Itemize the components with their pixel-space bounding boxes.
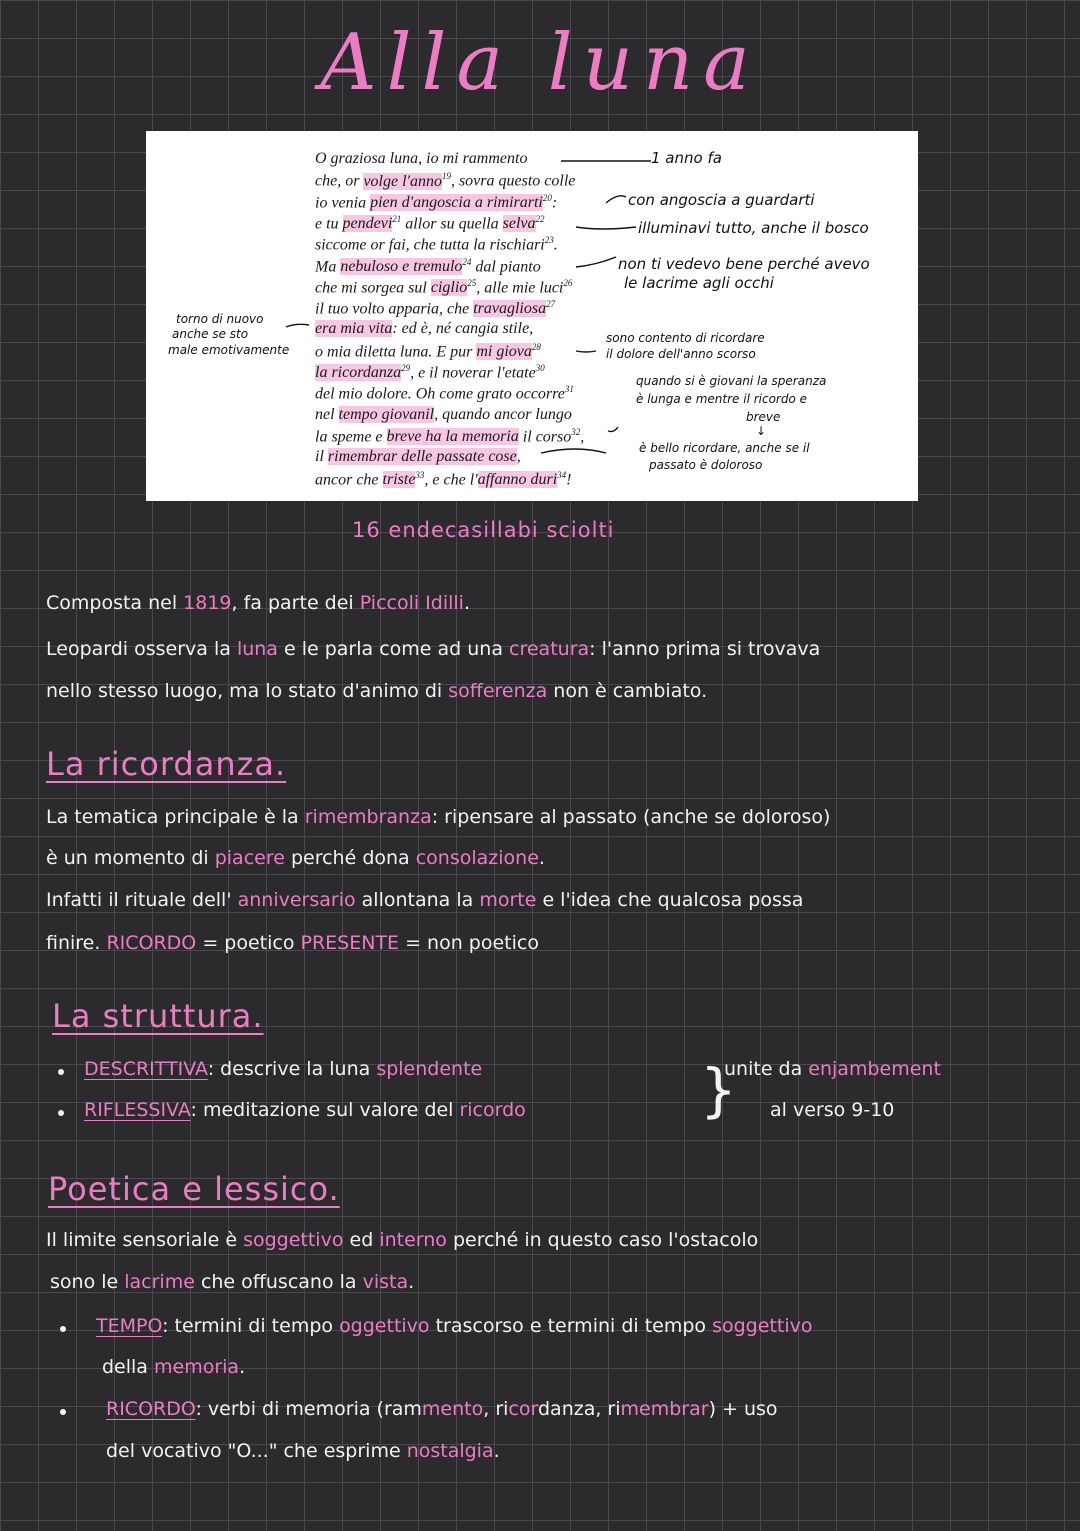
text-run: .: [493, 1440, 500, 1462]
text-run: DESCRITTIVA: [84, 1058, 208, 1080]
text-run: soggettivo: [712, 1315, 813, 1337]
text-run: .: [463, 592, 471, 614]
highlighted-phrase: la ricordanza: [315, 364, 402, 382]
text-run: Composta nel: [46, 592, 184, 614]
footnote-number: 29: [401, 363, 411, 373]
poem-text-run: , alle mie luci: [476, 279, 564, 297]
text-run: piacere: [214, 847, 285, 869]
poem-text-run: , sovra questo colle: [450, 172, 576, 190]
page-title: Alla luna: [320, 18, 760, 108]
poem-text-run: del mio dolore. Oh come grato occorre: [315, 385, 565, 403]
poem-text-run: nel: [315, 405, 339, 423]
highlighted-phrase: ciglio: [430, 279, 468, 297]
text-run: e l'idea che qualcosa possa: [536, 889, 804, 911]
text-run: : verbi di memoria (ram: [195, 1398, 422, 1420]
text-run: Il limite sensoriale è: [46, 1229, 244, 1251]
section-heading-ricordanza: La ricordanza.: [46, 745, 287, 783]
arrow-angoscia: [606, 196, 626, 203]
footnote-number: 31: [564, 384, 574, 395]
note-speranza-3: breve: [746, 410, 781, 424]
text-run: : descrive la luna: [207, 1058, 377, 1080]
bullet-icon: [60, 1326, 66, 1332]
text-run: La tematica principale è la: [46, 806, 305, 828]
poem-text-run: o mia diletta luna. E pur: [315, 343, 477, 361]
poem-text-run: : ed è, né cangia stile,: [392, 320, 534, 338]
poem-text-run: io venia: [315, 193, 371, 211]
section-heading-struttura: La struttura.: [52, 997, 264, 1035]
footnote-number: 32: [571, 426, 581, 437]
footnote-number: 33: [415, 469, 425, 480]
ricordanza-line-4: [46, 932, 539, 954]
text-run: = poetico: [196, 932, 301, 954]
text-run: al verso 9-10: [770, 1099, 895, 1121]
text-run: .: [239, 1356, 246, 1378]
poem-text-run: dal pianto: [471, 257, 541, 275]
arrow-torno: [286, 324, 309, 327]
intro-line-2: [46, 638, 820, 660]
highlighted-phrase: breve ha la memoria: [386, 428, 519, 446]
section-heading-poetica: Poetica e lessico.: [48, 1170, 340, 1208]
poem-text-run: .: [553, 236, 558, 254]
poem-text-run: e tu: [315, 215, 343, 233]
poetica-line-2: [50, 1271, 414, 1293]
highlighted-phrase: travagliosa: [473, 300, 547, 318]
text-run: ricordo: [459, 1099, 526, 1121]
arrow-contento: [576, 351, 596, 352]
note-contento-2: il dolore dell'anno scorso: [606, 347, 756, 361]
text-run: .: [408, 1271, 415, 1293]
highlighted-phrase: rimembrar delle passate cose: [327, 448, 517, 466]
text-run: creatura: [509, 638, 590, 660]
poem-text-run: ,: [580, 428, 585, 446]
note-bello-2: passato è doloroso: [649, 458, 763, 472]
struttura-bullet-riflessiva: [84, 1099, 526, 1121]
poem-text-run: O graziosa luna, io mi rammento: [315, 150, 528, 167]
text-run: rimembranza: [304, 806, 432, 828]
arrow-vedevo: [576, 257, 616, 267]
footnote-number: 26: [563, 277, 573, 288]
text-run: Piccoli Idilli: [359, 592, 464, 614]
poem-text-run: , e il noverar l'etate: [410, 364, 536, 382]
footnote-number: 24: [462, 256, 472, 267]
bullet-icon: [58, 1069, 64, 1075]
ricordanza-line-1: [46, 806, 830, 828]
text-run: sono le: [50, 1271, 125, 1293]
poem-text-run: , quando ancor lungo: [434, 405, 572, 423]
footnote-number: 22: [535, 213, 545, 224]
footnote-number: 34: [557, 469, 567, 480]
text-run: Infatti il rituale dell': [46, 889, 238, 911]
text-run: luna: [236, 638, 278, 660]
text-run: = non poetico: [399, 932, 539, 954]
ricordanza-line-3: [46, 889, 803, 911]
note-anno: 1 anno fa: [651, 149, 722, 167]
poem-text-run: ,: [516, 448, 521, 466]
poetica-bullet-tempo-2: [102, 1356, 245, 1378]
poem-text-run: il tuo volto apparia, che: [315, 300, 474, 318]
poem-text-run: !: [566, 470, 572, 488]
text-run: ) + uso: [708, 1398, 778, 1420]
poetica-line-1: [46, 1229, 758, 1251]
arrow-rimembrar: [541, 449, 606, 453]
text-run: .: [538, 847, 545, 869]
footnote-number: 27: [546, 299, 556, 310]
footnote-number: 20: [542, 192, 552, 203]
poem-text-run: , e che l': [424, 470, 478, 488]
text-run: finire.: [46, 932, 107, 954]
text-run: RIFLESSIVA: [84, 1099, 191, 1121]
highlighted-phrase: volge l'anno: [363, 172, 442, 190]
text-run: memoria: [154, 1356, 240, 1378]
intro-line-3: [46, 680, 707, 702]
poetica-bullet-ricordo-1: [106, 1398, 778, 1420]
text-run: è un momento di: [46, 847, 215, 869]
text-run: 1819: [183, 592, 232, 614]
struttura-side-2: [770, 1099, 894, 1121]
note-bello-1: è bello ricordare, anche se il: [639, 441, 810, 455]
text-run: vista: [362, 1271, 409, 1293]
text-run: anniversario: [237, 889, 356, 911]
text-run: soggettivo: [243, 1229, 344, 1251]
text-run: trascorso e termini di tempo: [429, 1315, 713, 1337]
text-run: membrar: [620, 1398, 709, 1420]
text-run: della: [102, 1356, 154, 1378]
text-run: morte: [479, 889, 537, 911]
text-run: del vocativo "O..." che esprime: [106, 1440, 407, 1462]
poem-text-run: che, or: [315, 172, 364, 190]
text-run: sofferenza: [448, 680, 548, 702]
text-run: non è cambiato.: [547, 680, 708, 702]
text-run: enjambement: [808, 1058, 941, 1080]
poem-text-run: la speme e: [315, 428, 387, 446]
text-run: nostalgia: [406, 1440, 494, 1462]
highlighted-phrase: tempo giovanil: [338, 405, 435, 423]
highlighted-phrase: selva: [502, 215, 536, 233]
bullet-icon: [58, 1110, 64, 1116]
text-run: PRESENTE: [300, 932, 400, 954]
text-run: danza, ri: [537, 1398, 621, 1420]
poem-text-run: allor su quella: [401, 215, 503, 233]
intro-line-1: [46, 592, 470, 614]
text-run: perché dona: [284, 847, 416, 869]
text-run: : meditazione sul valore del: [190, 1099, 460, 1121]
poem-text-run: il: [315, 448, 328, 466]
text-run: ed: [343, 1229, 380, 1251]
text-run: , fa parte dei: [231, 592, 360, 614]
text-run: mento: [421, 1398, 484, 1420]
poetica-bullet-tempo-1: [96, 1315, 812, 1337]
poem-text-run: Ma: [315, 257, 341, 275]
text-run: Leopardi osserva la: [46, 638, 237, 660]
text-run: : termini di tempo: [162, 1315, 340, 1337]
text-run: interno: [379, 1229, 447, 1251]
footnote-number: 25: [467, 277, 477, 288]
text-run: TEMPO: [96, 1315, 163, 1337]
footnote-number: 21: [392, 213, 402, 224]
highlighted-phrase: era mia vita: [315, 320, 393, 338]
note-angoscia: con angoscia a guardarti: [628, 191, 815, 209]
footnote-number: 23: [544, 235, 554, 246]
text-run: : ripensare al passato (anche se doloroso): [431, 806, 831, 828]
highlighted-phrase: triste: [382, 470, 416, 488]
note-vedevo-2: le lacrime agli occhi: [624, 274, 774, 292]
text-run: lacrime: [124, 1271, 195, 1293]
text-run: consolazione: [415, 847, 539, 869]
brace-icon: }: [700, 1056, 737, 1124]
text-run: perché in questo caso l'ostacolo: [446, 1229, 759, 1251]
note-torno-3: male emotivamente: [168, 343, 290, 357]
meter-label: 16 endecasillabi sciolti: [352, 518, 615, 542]
poem-text-run: siccome or fai, che tutta la rischiari: [315, 236, 545, 254]
text-run: cor: [508, 1398, 538, 1420]
highlighted-phrase: mi giova: [476, 343, 532, 361]
text-run: RICORDO: [106, 1398, 196, 1420]
text-run: allontana la: [355, 889, 480, 911]
poetica-bullet-ricordo-2: [106, 1440, 500, 1462]
highlighted-phrase: pendevi: [342, 215, 393, 233]
note-contento-1: sono contento di ricordare: [606, 331, 765, 345]
arrow-speranza: [608, 427, 618, 432]
arrow-illuminavi: [576, 227, 636, 229]
note-speranza-2: è lunga e mentre il ricordo e: [636, 392, 808, 406]
text-run: oggettivo: [339, 1315, 430, 1337]
footnote-number: 19: [441, 171, 451, 182]
note-illuminavi: illuminavi tutto, anche il bosco: [638, 219, 869, 237]
note-vedevo-1: non ti vedevo bene perché avevo: [618, 255, 870, 273]
struttura-bullet-descrittiva: [84, 1058, 482, 1080]
text-run: : l'anno prima si trovava: [589, 638, 821, 660]
note-torno-2: anche se sto: [172, 327, 249, 341]
note-speranza-1: quando si è giovani la speranza: [636, 374, 827, 388]
poem-text-run: che mi sorgea sul: [315, 279, 431, 297]
footnote-number: 28: [531, 341, 541, 352]
note-torno-1: torno di nuovo: [176, 312, 264, 326]
down-arrow-icon: ↓: [756, 424, 767, 438]
struttura-side-1: [724, 1058, 941, 1080]
poem-text-run: :: [551, 193, 558, 211]
highlighted-phrase: affanno duri: [477, 470, 558, 488]
text-run: RICORDO: [106, 932, 197, 954]
text-run: e le parla come ad una: [277, 638, 510, 660]
text-run: splendente: [376, 1058, 483, 1080]
text-run: che offuscano la: [194, 1271, 363, 1293]
text-run: unite da: [724, 1058, 809, 1080]
poem-text-run: ancor che: [315, 470, 383, 488]
text-run: nello stesso luogo, ma lo stato d'animo di: [46, 680, 449, 702]
text-run: , ri: [483, 1398, 509, 1420]
highlighted-phrase: pien d'angoscia a rimirarti: [370, 193, 543, 211]
highlighted-phrase: nebuloso e tremulo: [340, 257, 463, 275]
bullet-icon: [60, 1409, 66, 1415]
poem-text-run: il corso: [518, 428, 572, 446]
footnote-number: 30: [535, 363, 545, 373]
ricordanza-line-2: [46, 847, 545, 869]
